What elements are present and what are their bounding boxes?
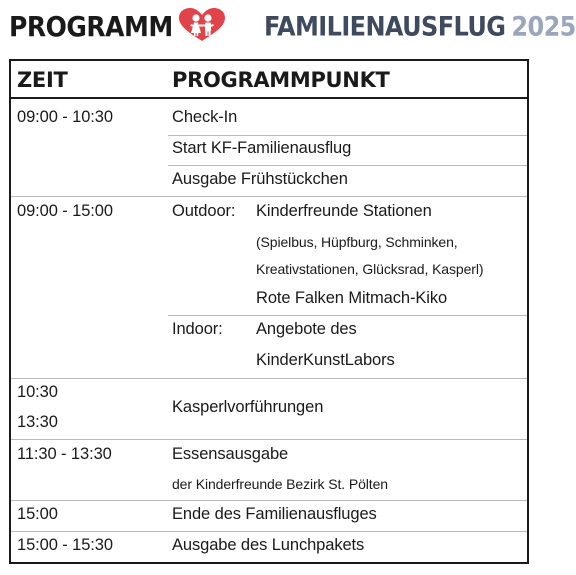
heart-logo-icon [177, 7, 227, 43]
schedule-table [9, 59, 529, 564]
page-header [0, 0, 576, 52]
event-year: 2025 [511, 11, 576, 43]
row-divider [11, 439, 527, 440]
row-3-time-1: 10:30 [17, 383, 58, 401]
row-4-time: 11:30 - 13:30 [17, 445, 112, 463]
event-name: FAMILIENAUSFLUG [264, 11, 506, 43]
outdoor-item-3: Kreativstationen, Glücksrad, Kasperl) [256, 261, 484, 277]
table-header [11, 61, 527, 99]
row-divider [11, 196, 527, 197]
program-heading: PROGRAMM [9, 10, 173, 43]
row-3-item-1: Kasperlvorführungen [172, 398, 324, 416]
row-5-item-1: Ende des Familienausfluges [172, 505, 377, 523]
row-4-item-2: der Kinderfreunde Bezirk St. Pölten [172, 476, 388, 492]
row-4-item-1: Essensausgabe [172, 445, 289, 463]
outdoor-item-1: Kinderfreunde Stationen [256, 202, 432, 220]
row-divider [168, 135, 527, 136]
row-divider [11, 378, 527, 379]
column-header-program: PROGRAMMPUNKT [172, 68, 390, 92]
row-divider [11, 500, 527, 501]
row-6-time: 15:00 - 15:30 [17, 536, 113, 554]
outdoor-item-4: Rote Falken Mitmach-Kiko [256, 289, 448, 307]
row-1-time: 09:00 - 10:30 [17, 108, 113, 126]
row-1-item-1: Check-In [172, 108, 238, 126]
row-2-time: 09:00 - 15:00 [17, 202, 113, 220]
row-1-item-2: Start KF-Familienausflug [172, 139, 352, 157]
indoor-item-1: Angebote des [256, 320, 357, 338]
row-1-item-3: Ausgabe Frühstückchen [172, 170, 348, 188]
row-divider [168, 315, 527, 316]
column-header-time: ZEIT [17, 68, 68, 92]
indoor-item-2: KinderKunstLabors [256, 351, 395, 369]
row-divider [11, 531, 527, 532]
outdoor-label: Outdoor: [172, 202, 236, 220]
event-title [264, 11, 576, 42]
row-5-time: 15:00 [17, 505, 58, 523]
row-6-item-1: Ausgabe des Lunchpakets [172, 536, 365, 554]
indoor-label: Indoor: [172, 320, 223, 338]
row-3-time-2: 13:30 [17, 413, 58, 431]
outdoor-item-2: (Spielbus, Hüpfburg, Schminken, [256, 234, 458, 250]
row-divider [168, 165, 527, 166]
